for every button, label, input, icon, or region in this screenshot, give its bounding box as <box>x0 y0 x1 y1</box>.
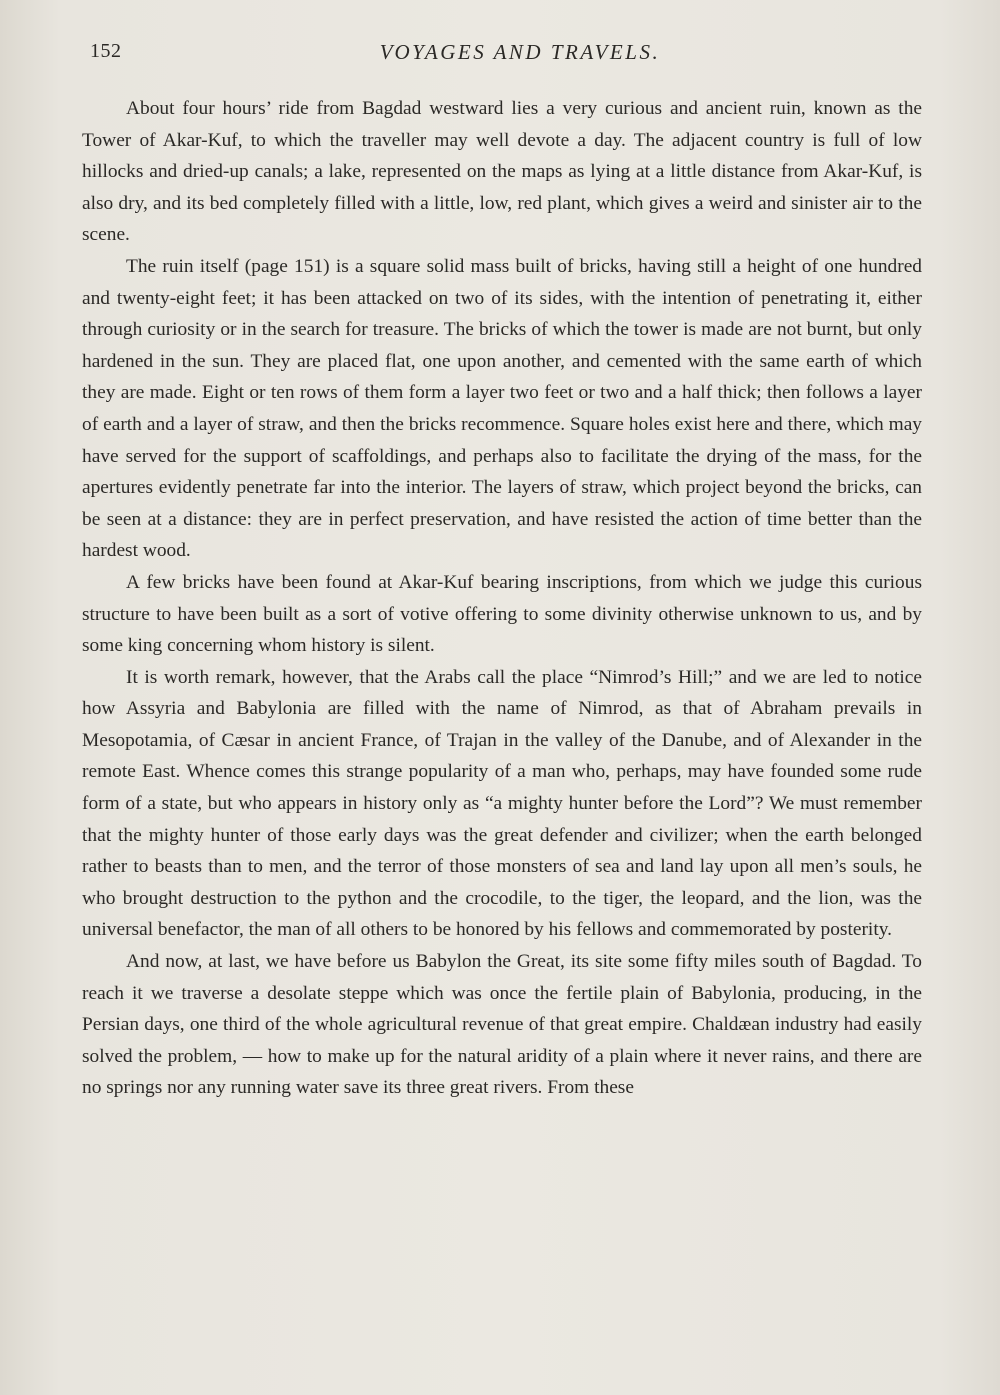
body-text <box>82 93 922 1104</box>
running-title: VOYAGES AND TRAVELS. <box>379 40 661 64</box>
paragraph-nimrod: It is worth remark, however, that the Arabs call the place “Nimrod’s Hill;” and we are led to notice how Assyria and Babylonia are filled with the name of Nimrod, as that of Abraham prevails in Mesopotamia, of Cæsar in ancient France, of Trajan in the valley of the Danube, and of Alexander in the remote East. Whence comes this strange popularity of a man who, perhaps, may have founded some rude form of a state, but who appears in history only as “a mighty hunter before the Lord”? We must remember that the mighty hunter of those early days was the great defender and civilizer; when the earth belonged rather to beasts than to men, and the terror of those monsters of sea and land lay upon all men’s souls, he who brought destruction to the python and the crocodile, to the tiger, the leopard, and the lion, was the universal benefactor, the man of all others to be honored by his fellows and commemorated by posterity. <box>82 666 922 941</box>
paragraph-akar-kuf-intro: About four hours’ ride from Bagdad westward lies a very curious and ancient ruin, known as the Tower of Akar-Kuf, to which the traveller may well devote a day. The adjacent country is full of low hillocks and dried-up canals; a lake, represented on the maps as lying at a little distance from Akar-Kuf, is also dry, and its bed completely filled with a little, low, red plant, which gives a weird and sinister air to the scene. <box>82 98 922 246</box>
paragraph-ruin-description: The ruin itself (page 151) is a square solid mass built of bricks, having still a height of one hundred and twenty-eight feet; it has been attacked on two of its sides, with the intention of penetrating it, either through curiosity or in the search for treasure. The bricks of which the tower is made are not burnt, but only hardened in the sun. They are placed flat, one upon another, and cemented with the same earth of which they are made. Eight or ten rows of them form a layer two feet or two and a half thick; then follows a layer of earth and a layer of straw, and then the bricks recommence. Square holes exist here and there, which may have served for the support of scaffoldings, and perhaps also to facilitate the drying of the mass, for the apertures evidently penetrate far into the interior. The layers of straw, which project beyond the bricks, can be seen at a distance: they are in perfect preservation, and have resisted the action of time better than the hardest wood. <box>82 255 922 562</box>
page-number: 152 <box>90 40 122 62</box>
paragraph-babylon: And now, at last, we have before us Babylon the Great, its site some fifty miles south of Bagdad. To reach it we traverse a desolate steppe which was once the fertile plain of Babylonia, producing, in the Persian days, one third of the whole agricultural revenue of that great empire. Chaldæan industry had easily solved the problem, — how to make up for the natural aridity of a plain where it never rains, and there are no springs nor any running water save its three great rivers. From these <box>82 951 922 1099</box>
running-head <box>90 40 920 74</box>
paragraph-inscriptions: A few bricks have been found at Akar-Kuf bearing inscriptions, from which we judge this curious structure to have been built as a sort of votive offering to some divinity otherwise unknown to us, and by some king concerning whom history is silent. <box>82 571 922 657</box>
